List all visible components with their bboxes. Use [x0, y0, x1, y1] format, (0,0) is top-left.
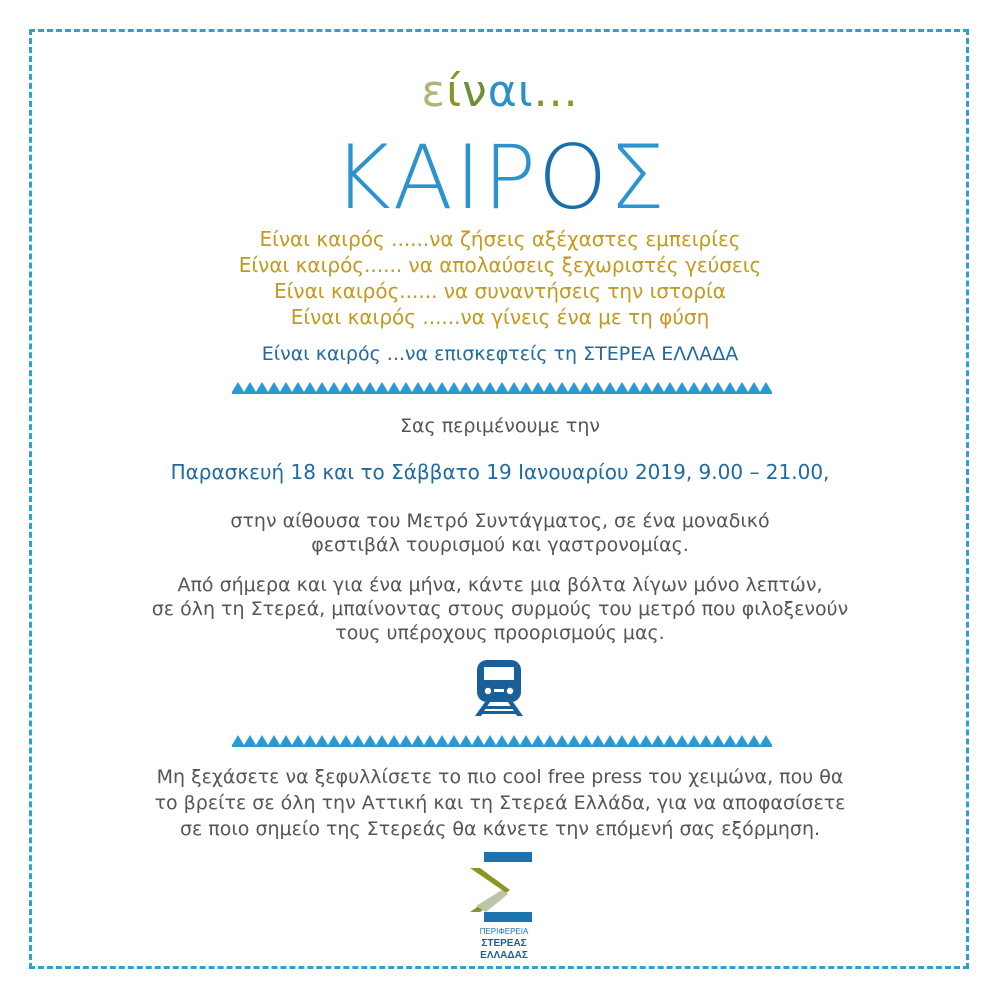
main-title — [0, 128, 1000, 228]
region-logo — [466, 850, 538, 962]
logo-line-1: ΠΕΡΙΦΕΡΕΙΑ — [479, 927, 529, 936]
title-letter: Α — [392, 126, 455, 229]
eyebrow-heading — [0, 62, 1000, 122]
title-letter: Κ — [333, 126, 393, 229]
eyebrow-letter: ι — [517, 66, 534, 117]
press-text — [0, 764, 1000, 842]
title-letter: Σ — [609, 126, 667, 229]
zigzag-divider-top — [232, 380, 772, 394]
eyebrow-letter: α — [487, 66, 518, 117]
logo-line-3: ΕΛΛΑΔΑΣ — [480, 950, 528, 961]
tagline-line: Είναι καιρός...... να συναντήσεις την ιστορία — [274, 279, 726, 303]
press-line: το βρείτε σε όλη την Αττική και τη Στερεά Ελλάδα, για να αποφασίσετε — [154, 792, 846, 814]
metro-text — [0, 573, 1000, 645]
metro-line: τους υπέροχους προορισμούς μας. — [335, 622, 665, 644]
venue-line: φεστιβάλ τουρισμού και γαστρονομίας. — [311, 534, 689, 556]
tagline-line: Είναι καιρός ......να γίνεις ένα με τη φύση — [290, 305, 710, 329]
eyebrow-letter: ν — [462, 66, 488, 117]
press-line: Μη ξεχάσετε να ξεφυλλίσετε το πιο cool free press του χειμώνα, που θα — [156, 766, 844, 788]
closing-line: Είναι καιρός ...να επισκεφτείς τη ΣΤΕΡΕΑ ΕΛΛΑΔΑ — [261, 343, 739, 365]
title-letter: Ο — [538, 126, 610, 229]
invite-intro: Σας περιμένουμε την — [399, 415, 600, 437]
venue-text — [0, 509, 1000, 557]
event-date: Παρασκευή 18 και το Σάββατο 19 Ιανουαρίου 2019, 9.00 – 21.00, — [170, 460, 830, 484]
title-letter: Ρ — [482, 126, 539, 229]
press-line: σε ποιο σημείο της Στερεάς θα κάνετε την επόμενή σας εξόρμηση. — [179, 818, 821, 840]
train-icon — [473, 658, 525, 718]
eyebrow-letter: ε — [421, 66, 447, 117]
eyebrow-ellipsis: ... — [533, 66, 579, 117]
title-letter: Ι — [455, 126, 483, 229]
tagline-line: Είναι καιρός ......να ζήσεις αξέχαστες εμπειρίες — [259, 227, 741, 251]
logo-line-2: ΣΤΕΡΕΑΣ — [481, 938, 527, 949]
zigzag-divider-bottom — [232, 733, 772, 747]
metro-line: Από σήμερα και για ένα μήνα, κάντε μια βόλτα λίγων μόνο λεπτών, — [177, 574, 823, 596]
venue-line: στην αίθουσα του Μετρό Συντάγματος, σε ένα μοναδικό — [230, 510, 770, 532]
eyebrow-letter: ί — [446, 66, 463, 117]
tagline-block — [0, 226, 1000, 330]
metro-line: σε όλη τη Στερεά, μπαίνοντας στους συρμούς του μετρό που φιλοξενούν — [151, 598, 849, 620]
tagline-line: Είναι καιρός...... να απολαύσεις ξεχωριστές γεύσεις — [238, 253, 762, 277]
